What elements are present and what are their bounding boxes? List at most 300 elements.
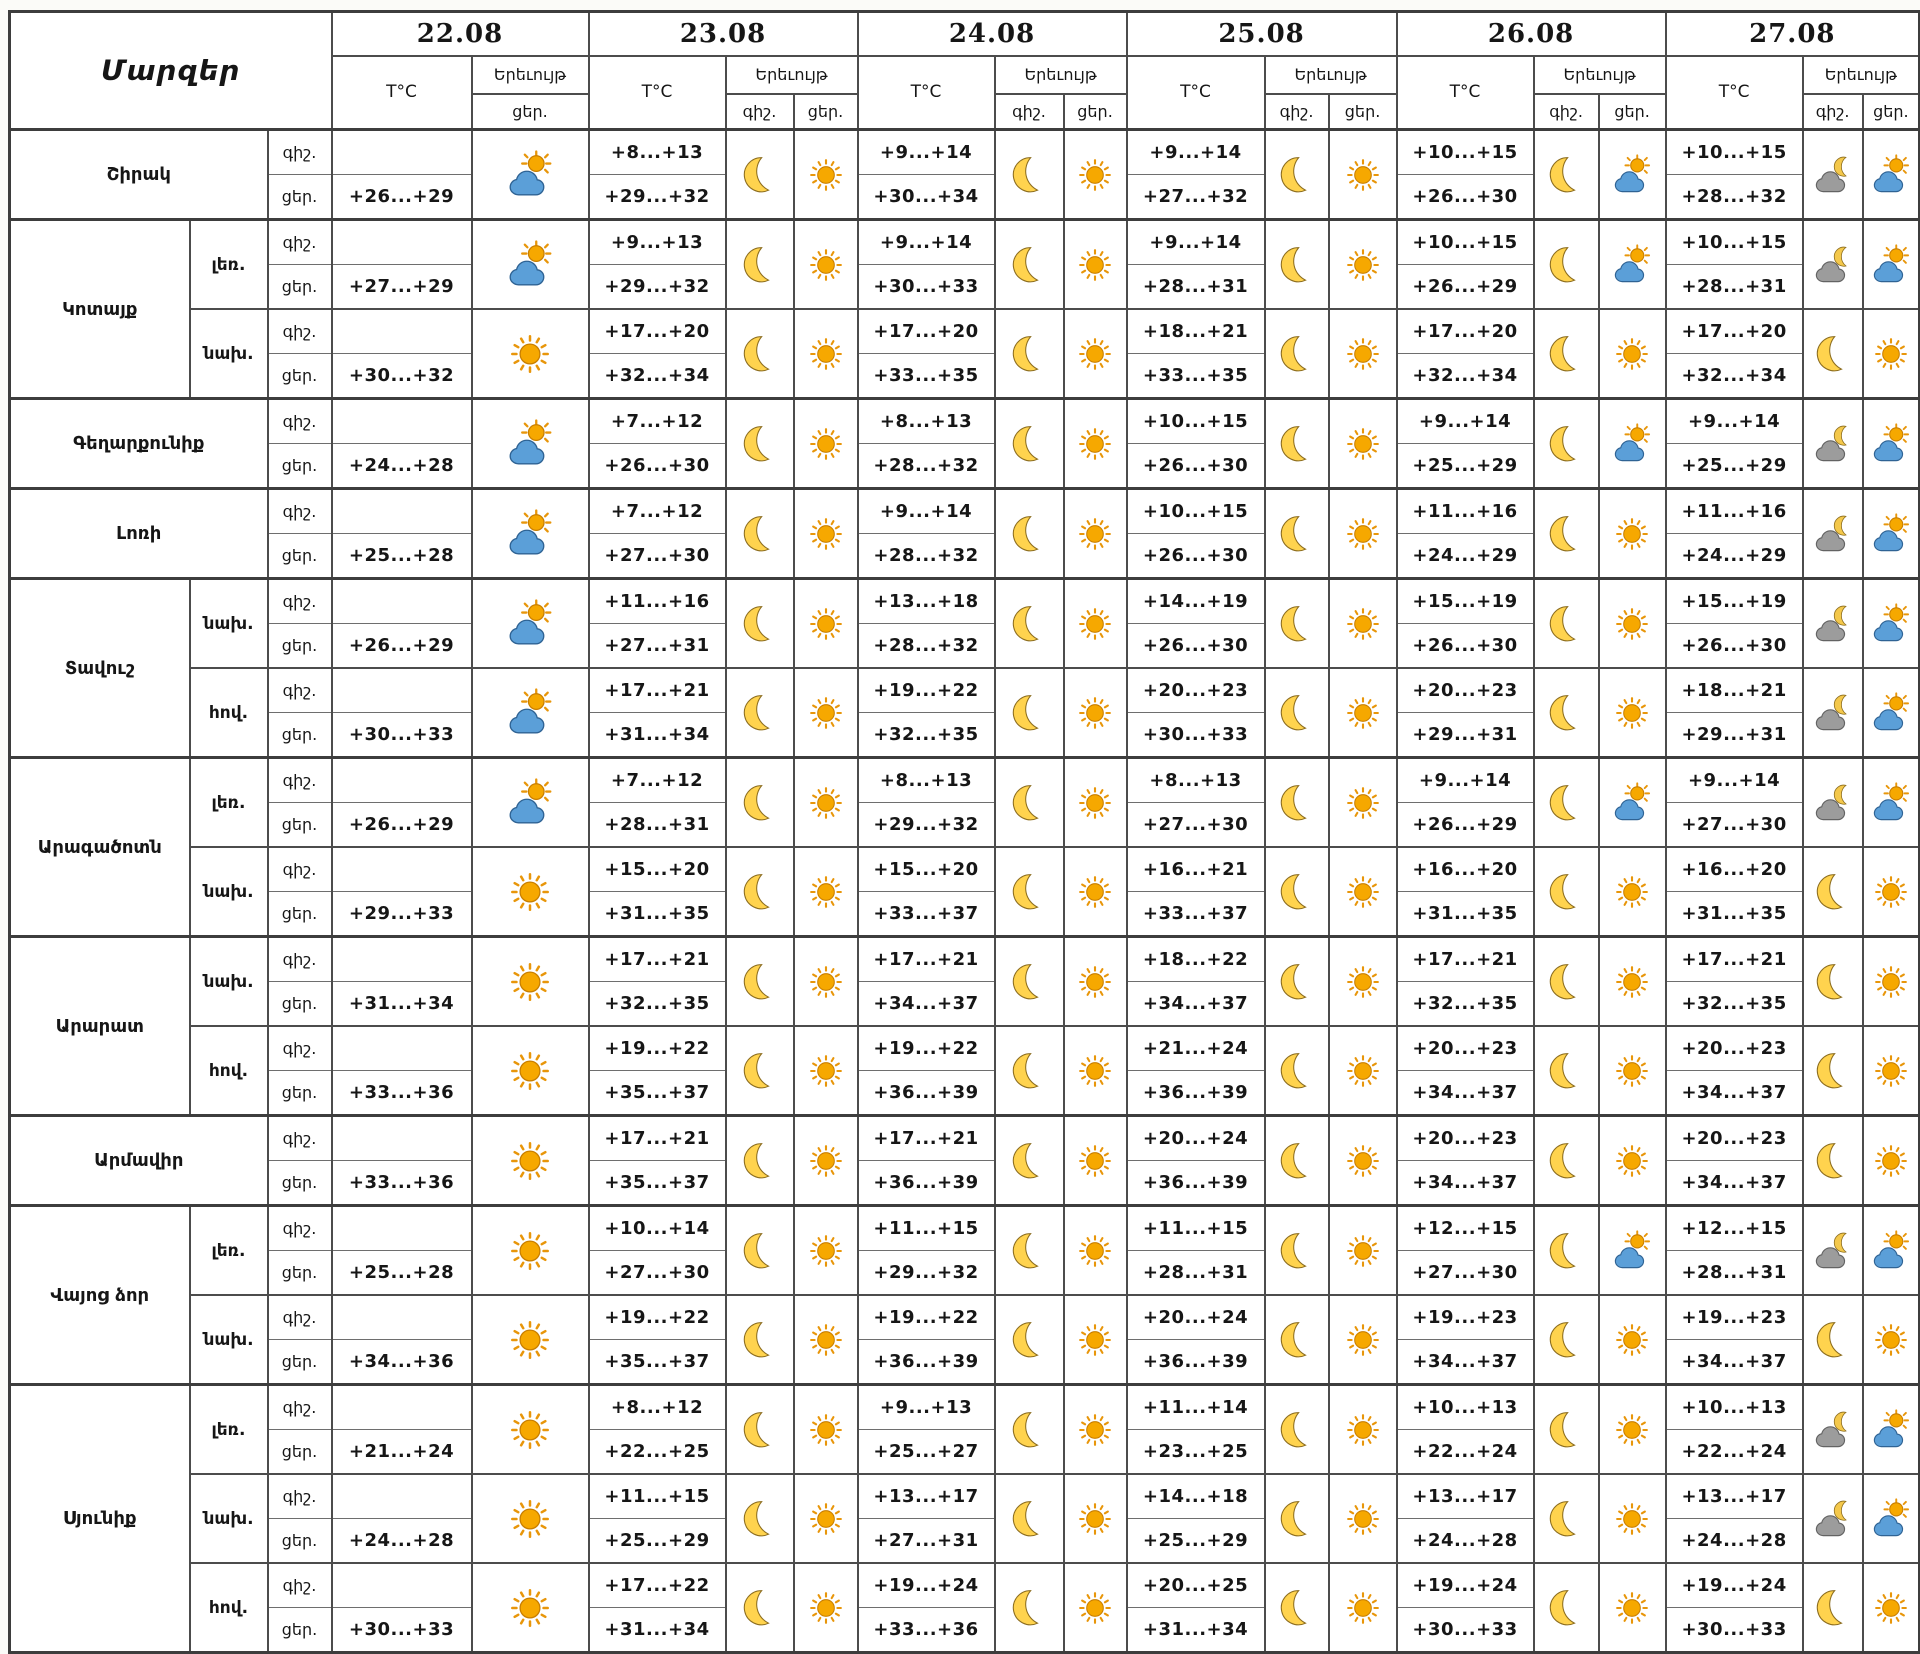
temp-night-cell: +18...+22	[1127, 937, 1265, 982]
day-icon-cell	[1329, 1116, 1397, 1206]
night-icon-cell	[726, 1206, 794, 1296]
temp-night-cell: +11...+15	[1127, 1206, 1265, 1251]
sun-icon	[1342, 244, 1384, 286]
night-icon-cell	[726, 309, 794, 399]
sun-icon	[1870, 333, 1912, 375]
temp-day-cell: +24...+28	[1666, 1519, 1803, 1564]
temp-day-cell: +28...+32	[1666, 175, 1803, 220]
sun-cloud-icon	[1870, 154, 1912, 196]
temp-night-cell: +21...+24	[1127, 1026, 1265, 1071]
temp-night-cell: +15...+20	[858, 847, 995, 892]
forecast-row-night	[10, 130, 1920, 175]
night-icon-cell	[1803, 758, 1863, 848]
night-icon-cell	[995, 937, 1064, 1027]
temp-day-cell: +29...+31	[1666, 713, 1803, 758]
day-label: ցեր.	[268, 1608, 332, 1653]
phenomenon-header: Երեւույթ	[1265, 56, 1397, 94]
day-icon-cell	[1863, 668, 1920, 758]
temp-day-cell: +21...+24	[332, 1430, 472, 1475]
night-icon-cell	[726, 1563, 794, 1653]
day-icon-cell	[1863, 1385, 1920, 1475]
forecast-row-night	[10, 668, 1920, 713]
day-icon-cell	[1329, 758, 1397, 848]
day-icon-cell	[1064, 1563, 1127, 1653]
temp-day-cell: +29...+32	[858, 803, 995, 848]
region-name: Շիրակ	[10, 130, 268, 220]
temp-night-cell: +12...+15	[1666, 1206, 1803, 1251]
night-subheader: գիշ.	[1265, 94, 1329, 130]
phenomenon-header: Երեւույթ	[1803, 56, 1920, 94]
temp-day-cell: +26...+30	[1666, 624, 1803, 669]
temp-night-cell: +15...+19	[1666, 579, 1803, 624]
temp-day-cell: +26...+29	[1397, 265, 1534, 310]
sun-icon	[1611, 513, 1653, 555]
temp-day-cell: +29...+32	[589, 175, 726, 220]
moon-icon	[1276, 1587, 1318, 1629]
temp-night-cell: +9...+14	[1666, 758, 1803, 803]
temp-day-cell: +28...+31	[1666, 1251, 1803, 1296]
temp-day-cell: +34...+37	[1397, 1071, 1534, 1116]
night-icon-cell	[995, 220, 1064, 310]
moon-icon	[1008, 1498, 1050, 1540]
temp-night-cell: +17...+21	[858, 1116, 995, 1161]
sun-icon	[805, 1140, 847, 1182]
moon-icon	[1008, 244, 1050, 286]
moon-icon	[1812, 871, 1854, 913]
moon-icon	[739, 1050, 781, 1092]
sun-icon	[1611, 1050, 1653, 1092]
night-icon-cell	[1803, 1474, 1863, 1563]
day-icon-cell	[1064, 1206, 1127, 1296]
temp-night-cell: +17...+20	[589, 309, 726, 354]
sun-icon	[1074, 244, 1116, 286]
day-icon-cell	[1329, 220, 1397, 310]
temp-night-cell: +9...+14	[1397, 399, 1534, 444]
sun-icon	[1611, 1498, 1653, 1540]
temp-night-cell: +19...+22	[858, 668, 995, 713]
moon-cloud-icon	[1812, 154, 1854, 196]
zone-label: նախ.	[190, 309, 268, 399]
temp-night-cell: +9...+14	[1397, 758, 1534, 803]
sun-icon	[1074, 154, 1116, 196]
sun-icon	[1074, 1230, 1116, 1272]
sun-icon	[1074, 333, 1116, 375]
temp-day-cell: +24...+28	[1397, 1519, 1534, 1564]
night-icon-cell	[995, 1295, 1064, 1385]
moon-cloud-icon	[1812, 244, 1854, 286]
moon-icon	[1545, 871, 1587, 913]
date-header-23-08: 23.08	[589, 12, 858, 56]
day-icon-cell	[1599, 1385, 1666, 1475]
moon-icon	[1812, 1319, 1854, 1361]
night-icon-cell	[726, 1295, 794, 1385]
phenomenon-header: Երեւույթ	[726, 56, 858, 94]
temp-night-cell: +11...+15	[858, 1206, 995, 1251]
moon-icon	[1545, 423, 1587, 465]
day-icon-cell	[1599, 399, 1666, 489]
day-icon-cell	[794, 1116, 858, 1206]
night-label: գիշ.	[268, 758, 332, 803]
temp-day-cell: +27...+30	[589, 534, 726, 579]
temp-day-cell: +26...+29	[332, 803, 472, 848]
temp-day-cell: +34...+36	[332, 1340, 472, 1385]
day-icon-cell	[1064, 1385, 1127, 1475]
sun-icon	[1870, 1050, 1912, 1092]
day-icon-cell	[1599, 668, 1666, 758]
temp-day-cell: +28...+31	[589, 803, 726, 848]
temp-night-cell: +14...+18	[1127, 1474, 1265, 1519]
temp-day-cell: +22...+25	[589, 1430, 726, 1475]
sun-icon	[505, 1315, 555, 1365]
temp-header: T°C	[1397, 56, 1534, 130]
temp-day-cell: +30...+33	[1127, 713, 1265, 758]
temp-day-cell: +29...+32	[589, 265, 726, 310]
forecast-row-night	[10, 1026, 1920, 1071]
moon-icon	[1276, 333, 1318, 375]
night-label: գիշ.	[268, 399, 332, 444]
temp-night-cell: +10...+15	[1127, 489, 1265, 534]
moon-icon	[1545, 513, 1587, 555]
day-icon-cell	[794, 1295, 858, 1385]
night-icon-cell	[995, 1206, 1064, 1296]
day-icon-cell	[472, 1206, 589, 1296]
region-name: Վայոց ձոր	[10, 1206, 190, 1385]
temp-day-cell: +27...+31	[858, 1519, 995, 1564]
temp-night-cell	[332, 758, 472, 803]
night-icon-cell	[1265, 1026, 1329, 1116]
sun-icon	[505, 1046, 555, 1096]
day-icon-cell	[1863, 758, 1920, 848]
moon-icon	[1545, 1409, 1587, 1451]
temp-day-cell: +27...+31	[589, 624, 726, 669]
temp-day-cell: +29...+31	[1397, 713, 1534, 758]
moon-icon	[739, 603, 781, 645]
moon-icon	[739, 692, 781, 734]
temp-night-cell	[332, 220, 472, 265]
moon-icon	[739, 961, 781, 1003]
sun-icon	[1342, 513, 1384, 555]
temp-night-cell: +17...+21	[858, 937, 995, 982]
temp-day-cell: +26...+30	[1397, 175, 1534, 220]
phenomenon-header: Երեւույթ	[1534, 56, 1666, 94]
night-subheader: գիշ.	[1803, 94, 1863, 130]
day-label: ցեր.	[268, 534, 332, 579]
temp-night-cell: +9...+13	[589, 220, 726, 265]
temp-night-cell: +11...+15	[589, 1474, 726, 1519]
temp-day-cell: +35...+37	[589, 1071, 726, 1116]
temp-night-cell: +19...+23	[1397, 1295, 1534, 1340]
night-label: գիշ.	[268, 1295, 332, 1340]
day-label: ցեր.	[268, 1430, 332, 1475]
sun-icon	[1342, 1140, 1384, 1182]
night-icon-cell	[995, 1563, 1064, 1653]
temp-day-cell: +30...+32	[332, 354, 472, 399]
temp-day-cell: +32...+35	[1666, 982, 1803, 1027]
sun-icon	[1342, 1498, 1384, 1540]
night-icon-cell	[1803, 1026, 1863, 1116]
moon-cloud-icon	[1812, 603, 1854, 645]
day-label: ցեր.	[268, 354, 332, 399]
sun-icon	[1870, 1140, 1912, 1182]
sun-icon	[505, 1583, 555, 1633]
sun-cloud-icon	[1611, 1230, 1653, 1272]
day-label: ցեր.	[268, 175, 332, 220]
night-icon-cell	[995, 847, 1064, 937]
day-icon-cell	[1064, 668, 1127, 758]
night-label: գիշ.	[268, 937, 332, 982]
temp-day-cell: +34...+37	[1666, 1340, 1803, 1385]
moon-icon	[1008, 1319, 1050, 1361]
temp-night-cell	[332, 399, 472, 444]
temp-day-cell: +31...+34	[1127, 1608, 1265, 1653]
day-icon-cell	[794, 1026, 858, 1116]
temp-day-cell: +25...+29	[1397, 444, 1534, 489]
temp-day-cell: +36...+39	[858, 1071, 995, 1116]
temp-night-cell: +11...+16	[1397, 489, 1534, 534]
day-label: ցեր.	[268, 803, 332, 848]
day-icon-cell	[1329, 579, 1397, 669]
temp-night-cell: +8...+13	[589, 130, 726, 175]
zone-label: նախ.	[190, 937, 268, 1027]
day-icon-cell	[472, 1563, 589, 1653]
sun-icon	[805, 513, 847, 555]
sun-icon	[805, 692, 847, 734]
night-icon-cell	[995, 489, 1064, 579]
day-icon-cell	[1329, 1206, 1397, 1296]
temp-day-cell: +25...+29	[589, 1519, 726, 1564]
day-icon-cell	[472, 1116, 589, 1206]
moon-icon	[1008, 961, 1050, 1003]
day-icon-cell	[472, 668, 589, 758]
night-icon-cell	[995, 399, 1064, 489]
temp-day-cell: +30...+33	[1397, 1608, 1534, 1653]
day-icon-cell	[1599, 309, 1666, 399]
day-icon-cell	[794, 847, 858, 937]
temp-day-cell: +36...+39	[1127, 1161, 1265, 1206]
region-name: Գեղարքունիք	[10, 399, 268, 489]
moon-icon	[739, 1140, 781, 1182]
temp-day-cell: +32...+35	[858, 713, 995, 758]
moon-icon	[1008, 1230, 1050, 1272]
temp-night-cell: +13...+17	[858, 1474, 995, 1519]
temp-day-cell: +36...+39	[858, 1340, 995, 1385]
sun-icon	[505, 867, 555, 917]
night-icon-cell	[1534, 1563, 1599, 1653]
moon-icon	[1812, 1587, 1854, 1629]
sun-icon	[1870, 1587, 1912, 1629]
temp-day-cell: +33...+37	[858, 892, 995, 937]
temp-night-cell	[332, 1563, 472, 1608]
day-icon-cell	[1064, 758, 1127, 848]
night-icon-cell	[1265, 309, 1329, 399]
date-header-24-08: 24.08	[858, 12, 1127, 56]
day-icon-cell	[1329, 668, 1397, 758]
temp-night-cell: +10...+13	[1397, 1385, 1534, 1430]
day-icon-cell	[1329, 1295, 1397, 1385]
sun-icon	[1074, 1498, 1116, 1540]
moon-icon	[1008, 1050, 1050, 1092]
zone-label: նախ.	[190, 1295, 268, 1385]
temp-night-cell: +7...+12	[589, 399, 726, 444]
day-icon-cell	[1863, 579, 1920, 669]
moon-cloud-icon	[1812, 692, 1854, 734]
temp-night-cell: +19...+22	[858, 1026, 995, 1071]
temp-day-cell: +27...+32	[1127, 175, 1265, 220]
sun-icon	[1342, 1587, 1384, 1629]
night-icon-cell	[1534, 130, 1599, 220]
night-icon-cell	[1265, 1295, 1329, 1385]
temp-day-cell: +31...+34	[589, 713, 726, 758]
temp-night-cell	[332, 309, 472, 354]
sun-icon	[805, 1050, 847, 1092]
sun-icon	[1342, 1230, 1384, 1272]
night-label: գիշ.	[268, 1206, 332, 1251]
moon-icon	[739, 1409, 781, 1451]
temp-night-cell: +9...+14	[858, 220, 995, 265]
temp-night-cell: +10...+15	[1666, 130, 1803, 175]
forecast-table-header	[10, 12, 1920, 130]
forecast-row-night	[10, 1116, 1920, 1161]
temp-header: T°C	[332, 56, 472, 130]
temp-night-cell: +19...+24	[1397, 1563, 1534, 1608]
temp-night-cell: +13...+18	[858, 579, 995, 624]
moon-icon	[1545, 333, 1587, 375]
night-label: գիշ.	[268, 1563, 332, 1608]
night-icon-cell	[1265, 1206, 1329, 1296]
day-icon-cell	[794, 220, 858, 310]
moon-icon	[1008, 1587, 1050, 1629]
temp-night-cell: +9...+13	[858, 1385, 995, 1430]
night-icon-cell	[1265, 668, 1329, 758]
temp-night-cell	[332, 668, 472, 713]
night-icon-cell	[995, 1474, 1064, 1563]
day-icon-cell	[794, 399, 858, 489]
sun-icon	[1074, 513, 1116, 555]
temp-night-cell: +11...+16	[589, 579, 726, 624]
temp-night-cell: +17...+21	[589, 1116, 726, 1161]
night-icon-cell	[726, 758, 794, 848]
night-icon-cell	[1534, 1116, 1599, 1206]
temp-night-cell: +19...+22	[858, 1295, 995, 1340]
temp-day-cell: +23...+25	[1127, 1430, 1265, 1475]
day-icon-cell	[1329, 847, 1397, 937]
sun-icon	[1342, 423, 1384, 465]
sun-cloud-icon	[505, 778, 555, 828]
night-icon-cell	[1803, 1116, 1863, 1206]
sun-icon	[1342, 1050, 1384, 1092]
day-icon-cell	[1064, 399, 1127, 489]
sun-icon	[505, 1405, 555, 1455]
zone-label: նախ.	[190, 1474, 268, 1563]
moon-icon	[1545, 782, 1587, 824]
day-icon-cell	[1863, 1116, 1920, 1206]
day-icon-cell	[794, 579, 858, 669]
night-icon-cell	[726, 1474, 794, 1563]
day-icon-cell	[794, 1474, 858, 1563]
forecast-row-night	[10, 758, 1920, 803]
moon-icon	[1276, 1140, 1318, 1182]
night-icon-cell	[1803, 847, 1863, 937]
day-icon-cell	[794, 489, 858, 579]
day-icon-cell	[1599, 130, 1666, 220]
day-icon-cell	[472, 937, 589, 1027]
night-icon-cell	[1803, 1206, 1863, 1296]
day-icon-cell	[1863, 1295, 1920, 1385]
sun-icon	[505, 329, 555, 379]
temp-night-cell: +20...+25	[1127, 1563, 1265, 1608]
moon-icon	[1276, 1409, 1318, 1451]
temp-day-cell: +32...+35	[589, 982, 726, 1027]
moon-icon	[1276, 603, 1318, 645]
zone-label: լեռ.	[190, 758, 268, 848]
day-icon-cell	[472, 309, 589, 399]
day-icon-cell	[794, 130, 858, 220]
temp-day-cell: +29...+33	[332, 892, 472, 937]
sun-cloud-icon	[1611, 782, 1653, 824]
moon-icon	[1545, 603, 1587, 645]
moon-icon	[1276, 1498, 1318, 1540]
temp-day-cell: +30...+33	[1666, 1608, 1803, 1653]
sun-icon	[1342, 782, 1384, 824]
night-icon-cell	[1265, 130, 1329, 220]
phenomenon-header: Երեւույթ	[995, 56, 1127, 94]
temp-night-cell: +20...+23	[1666, 1026, 1803, 1071]
temp-day-cell: +31...+35	[1666, 892, 1803, 937]
night-icon-cell	[1265, 1116, 1329, 1206]
temp-day-cell: +28...+32	[858, 624, 995, 669]
moon-icon	[739, 1587, 781, 1629]
temp-day-cell: +24...+29	[1666, 534, 1803, 579]
temp-day-cell: +27...+30	[1666, 803, 1803, 848]
temp-day-cell: +27...+30	[1397, 1251, 1534, 1296]
sun-icon	[1074, 1050, 1116, 1092]
temp-night-cell: +17...+20	[858, 309, 995, 354]
moon-icon	[1008, 1409, 1050, 1451]
temp-day-cell: +29...+32	[858, 1251, 995, 1296]
forecast-row-night	[10, 1563, 1920, 1608]
temp-day-cell: +31...+35	[1397, 892, 1534, 937]
sun-icon	[1611, 692, 1653, 734]
moon-cloud-icon	[1812, 1230, 1854, 1272]
temp-night-cell: +18...+21	[1666, 668, 1803, 713]
temp-day-cell: +34...+37	[1666, 1161, 1803, 1206]
night-icon-cell	[1265, 579, 1329, 669]
sun-icon	[1342, 1319, 1384, 1361]
day-icon-cell	[1863, 1026, 1920, 1116]
temp-day-cell: +28...+32	[858, 444, 995, 489]
moon-icon	[739, 154, 781, 196]
sun-icon	[805, 1587, 847, 1629]
night-icon-cell	[1265, 1474, 1329, 1563]
day-icon-cell	[1599, 220, 1666, 310]
sun-icon	[505, 1226, 555, 1276]
moon-icon	[1008, 692, 1050, 734]
forecast-row-night	[10, 847, 1920, 892]
temp-night-cell: +11...+16	[1666, 489, 1803, 534]
night-label: գիշ.	[268, 1385, 332, 1430]
temp-day-cell: +32...+34	[1397, 354, 1534, 399]
zone-label: լեռ.	[190, 1206, 268, 1296]
day-icon-cell	[1863, 489, 1920, 579]
night-icon-cell	[1534, 1385, 1599, 1475]
forecast-table	[8, 10, 1920, 1654]
temp-night-cell: +10...+15	[1397, 220, 1534, 265]
night-icon-cell	[726, 847, 794, 937]
temp-header: T°C	[858, 56, 995, 130]
day-icon-cell	[472, 399, 589, 489]
day-label: ցեր.	[268, 624, 332, 669]
sun-icon	[1074, 423, 1116, 465]
